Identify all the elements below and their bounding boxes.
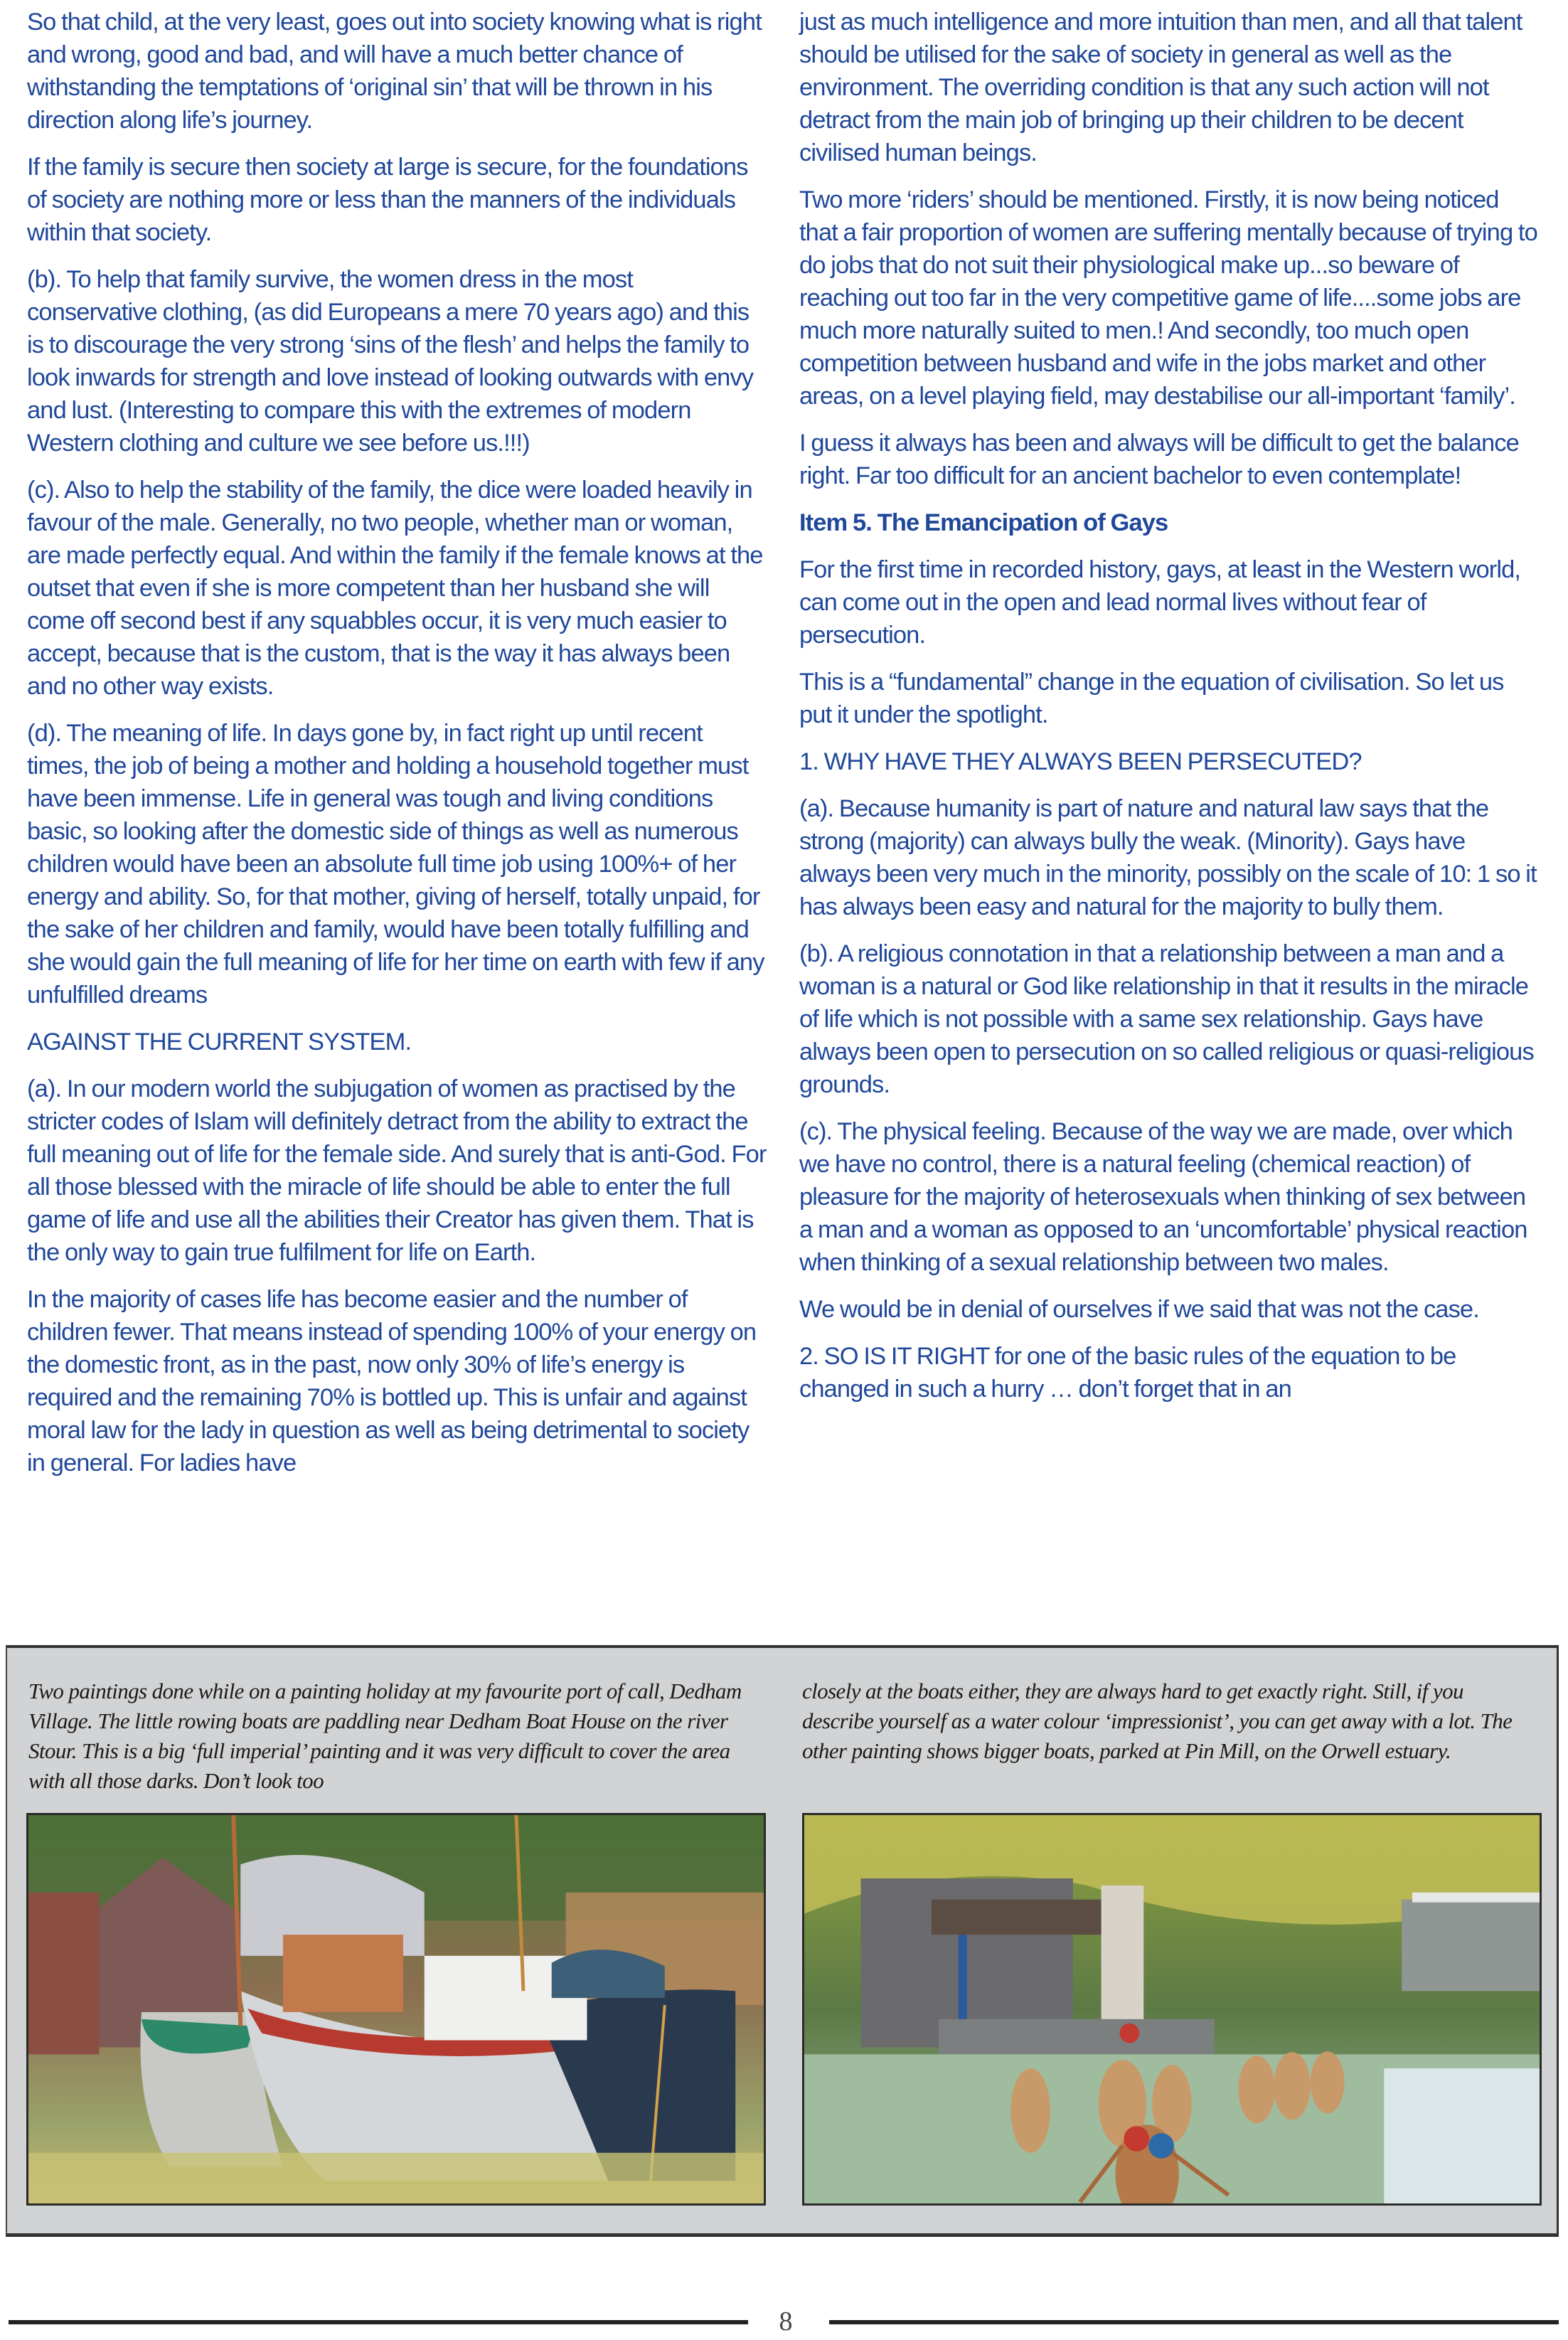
- paragraph: For the first time in recorded history, gays, at least in the Western world, can come out in the open and lead normal lives without fear of persecution.: [799, 556, 1521, 649]
- paragraph: I guess it always has been and always will be difficult to get the balance right. Far too difficult for an ancient bachelor to even contemplate!: [799, 430, 1519, 489]
- article-column-right: [799, 6, 1539, 1420]
- article-column-left: [27, 6, 767, 1494]
- paragraph: (a). In our modern world the subjugation of women as practised by the stricter codes of Islam will definitely detract from the ability to extract the full meaning out of life for the female side. And surely that is anti-God. For all those blessed with the miracle of life should be able to enter the full game of life and use all the abilities their Creator has given them. That is the only way to gain true fulfilment for life on Earth.: [27, 1075, 767, 1266]
- painting-moored-boats: [26, 1813, 766, 2206]
- section-label: AGAINST THE CURRENT SYSTEM.: [27, 1028, 412, 1055]
- caption-text-left: Two paintings done while on a painting holiday at my favourite port of call, Dedham Village. The little rowing boats are paddling near Dedham Boat House on the river Stour. This is a big ‘full imperial’ painting and it was very difficult to cover the area with all those darks. Don’t look too: [28, 1679, 742, 1793]
- paragraph: We would be in denial of ourselves if we said that was not the case.: [799, 1296, 1479, 1323]
- section-heading: Item 5. The Emancipation of Gays: [799, 509, 1168, 536]
- paragraph: (a). Because humanity is part of nature and natural law says that the strong (majority) can always bully the weak. (Minority). Gays have always been very much in the minority, possibly on the scale of 10: 1 so it has always been easy and natural for the majority to bully them.: [799, 795, 1537, 920]
- paragraph: Two more ‘riders’ should be mentioned. Firstly, it is now being noticed that a fair proportion of women are suffering mentally because of trying to do jobs that do not suit their physiological make up...so beware of reaching out too far in the very competitive game of life....some jobs are much more naturally suited to men.! And secondly, too much open competition between husband and wife in the jobs market and other areas, on a level playing field, may destabilise our all-important ‘family’.: [799, 186, 1537, 410]
- painting-rowing-boats: [802, 1813, 1542, 2206]
- paragraph: (c). Also to help the stability of the family, the dice were loaded heavily in favour of the male. Generally, no two people, whether man or woman, are made perfectly equal. And within the family if the female knows at the outset that even if she is more competent than her husband she will come off second best if any squabbles occur, it is very much easier to accept, because that is the custom, that is the way it has always been and no other way exists.: [27, 477, 763, 700]
- page-footer: [0, 2307, 1568, 2340]
- paragraph: In the majority of cases life has become easier and the number of children fewer. That means instead of spending 100% of your energy on the domestic front, as in the past, now only 30% of life’s energy is required and the remaining 70% is bottled up. This is unfair and against moral law for the lady in question as well as being detrimental to society in general. For ladies have: [27, 1286, 757, 1477]
- paragraph: So that child, at the very least, goes out into society knowing what is right and wrong, good and bad, and will have a much better chance of withstanding the temptations of ‘original sin’ that will be thrown in his direction along life’s journey.: [27, 9, 762, 134]
- painting-caption-box: [6, 1645, 1559, 2237]
- section-label: 1. WHY HAVE THEY ALWAYS BEEN PERSECUTED?: [799, 748, 1362, 775]
- paragraph: just as much intelligence and more intuition than men, and all that talent should be utilised for the sake of society in general as well as the environment. The overriding condition is that any such action will not detract from the main job of bringing up their children to be decent civilised human beings.: [799, 9, 1522, 166]
- page-number: 8: [779, 2307, 793, 2336]
- paragraph: (b). A religious connotation in that a relationship between a man and a woman is a natural or God like relationship in that it results in the miracle of life which is not possible with a same sex relationship. Gays have always been open to persecution on so called religious or quasi-religious grounds.: [799, 940, 1534, 1098]
- paragraph: (d). The meaning of life. In days gone by, in fact right up until recent times, the job of being a mother and holding a household together must have been immense. Life in general was tough and living conditions basic, so looking after the domestic side of things as well as numerous children would have been an absolute full time job using 100%+ of her energy and ability. So, for that mother, giving of herself, totally unpaid, for the sake of her children and family, would have been totally fulfilling and she would gain the full meaning of life for her time on earth with few if any unfulfilled dreams: [27, 720, 764, 1009]
- paragraph: (b). To help that family survive, the women dress in the most conservative clothing, (as did Europeans a mere 70 years ago) and this is to discourage the very strong ‘sins of the flesh’ and helps the family to look inwards for strength and love instead of looking outwards with envy and lust. (Interesting to compare this with the extremes of modern Western clothing and culture we see before us.!!!): [27, 266, 754, 457]
- footer-rule-left: [9, 2320, 748, 2324]
- footer-rule-right: [829, 2320, 1559, 2324]
- paragraph: (c). The physical feeling. Because of the way we are made, over which we have no control, there is a natural feeling (chemical reaction) of pleasure for the majority of heterosexuals when thinking of sex between a man and a woman as opposed to an ‘uncomfortable’ physical reaction when thinking of a sexual relationship between two males.: [799, 1118, 1527, 1276]
- paragraph: If the family is secure then society at large is secure, for the foundations of society are nothing more or less than the manners of the individuals within that society.: [27, 154, 748, 246]
- paragraph: This is a “fundamental” change in the equation of civilisation. So let us put it under the spotlight.: [799, 669, 1504, 728]
- caption-text-right: closely at the boats either, they are always hard to get exactly right. Still, if you describe yourself as a water colour ‘impressionist’, you can get away with a lot. The other painting shows bigger boats, parked at Pin Mill, on the Orwell estuary.: [802, 1679, 1513, 1763]
- paragraph: 2. SO IS IT RIGHT for one of the basic rules of the equation to be changed in such a hurry … don’t forget that in an: [799, 1343, 1456, 1403]
